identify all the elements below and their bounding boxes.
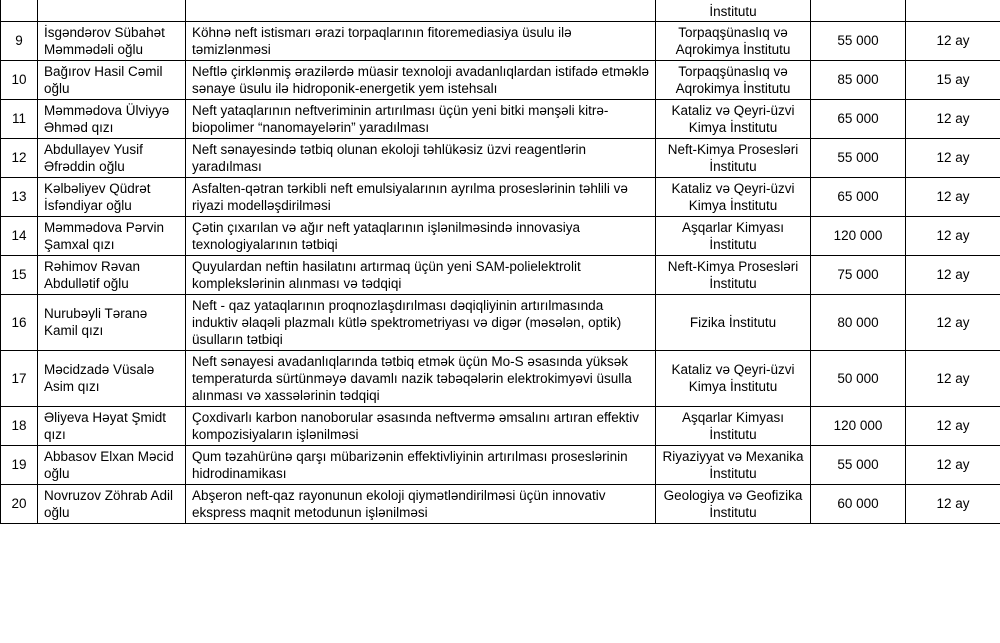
amount-cell: 85 000 <box>811 60 906 99</box>
institute-cell: Kataliz və Qeyri-üzvi Kimya İnstitutu <box>656 99 811 138</box>
row-number-cell: 10 <box>1 60 38 99</box>
name-cell: Əliyeva Həyat Şmidt qızı <box>38 406 186 445</box>
table-body <box>1 0 1000 523</box>
amount-cell: 50 000 <box>811 350 906 406</box>
table-row <box>1 138 1000 177</box>
name-cell: Məcidzadə Vüsalə Asim qızı <box>38 350 186 406</box>
duration-cell: 12 ay <box>906 294 1000 350</box>
amount-cell: 120 000 <box>811 406 906 445</box>
name-cell: Abdullayev Yusif Əfrəddin oğlu <box>38 138 186 177</box>
duration-cell: 12 ay <box>906 255 1000 294</box>
duration-cell: 12 ay <box>906 350 1000 406</box>
table-row-partial <box>1 0 1000 21</box>
table-row <box>1 99 1000 138</box>
table-row <box>1 406 1000 445</box>
table-row <box>1 255 1000 294</box>
name-cell: Bağırov Hasil Cəmil oğlu <box>38 60 186 99</box>
project-cell: Quyulardan neftin hasilatını artırmaq üçün yeni SAM-polielektrolit komplekslərinin alınması və tədqiqi <box>186 255 656 294</box>
name-cell: Rəhimov Rəvan Abdullətif oğlu <box>38 255 186 294</box>
duration-cell: 12 ay <box>906 216 1000 255</box>
institute-cell: Torpaqşünaslıq və Aqrokimya İnstitutu <box>656 21 811 60</box>
name-cell: Nurubəyli Təranə Kamil qızı <box>38 294 186 350</box>
duration-cell: 12 ay <box>906 406 1000 445</box>
project-cell: Abşeron neft-qaz rayonunun ekoloji qiymətləndirilməsi üçün innovativ ekspress maqnit metodunun işlənilməsi <box>186 484 656 523</box>
name-cell: Abbasov Elxan Məcid oğlu <box>38 445 186 484</box>
name-cell: Novruzov Zöhrab Adil oğlu <box>38 484 186 523</box>
duration-cell: 12 ay <box>906 138 1000 177</box>
row-number-cell: 20 <box>1 484 38 523</box>
institute-cell: Kataliz və Qeyri-üzvi Kimya İnstitutu <box>656 177 811 216</box>
amount-cell: 55 000 <box>811 445 906 484</box>
row-number-cell: 19 <box>1 445 38 484</box>
project-cell: Köhnə neft istismarı ərazi torpaqlarının fitoremediasiya üsulu ilə təmizlənməsi <box>186 21 656 60</box>
duration-cell: 12 ay <box>906 445 1000 484</box>
institute-cell: Neft-Kimya Prosesləri İnstitutu <box>656 255 811 294</box>
institute-cell: Kataliz və Qeyri-üzvi Kimya İnstitutu <box>656 350 811 406</box>
row-number-cell: 14 <box>1 216 38 255</box>
project-cell: Neftlə çirklənmiş ərazilərdə müasir texnoloji avadanlıqlardan istifadə etməklə sənaye üsulu ilə hidroponik-energetik yem istehsalı <box>186 60 656 99</box>
table-row <box>1 21 1000 60</box>
project-cell: Neft sənayesi avadanlıqlarında tətbiq etmək üçün Mo-S əsasında yüksək temperaturda sürtünməyə davamlı nazik təbəqələrin elektrokimyəvi üsulla alınması və xassələrinin tədqiqi <box>186 350 656 406</box>
amount-cell: 60 000 <box>811 484 906 523</box>
amount-cell: 65 000 <box>811 99 906 138</box>
amount-cell: 75 000 <box>811 255 906 294</box>
amount-cell: 55 000 <box>811 21 906 60</box>
project-cell: Neft yataqlarının neftveriminin artırılması üçün yeni bitki mənşəli kitrə-biopolimer “nanomayelərin” yaradılması <box>186 99 656 138</box>
duration-cell: 12 ay <box>906 21 1000 60</box>
row-number-cell: 16 <box>1 294 38 350</box>
institute-cell: Torpaqşünaslıq və Aqrokimya İnstitutu <box>656 60 811 99</box>
institute-cell: Neft-Kimya Prosesləri İnstitutu <box>656 138 811 177</box>
table-row <box>1 484 1000 523</box>
project-cell: Neft sənayesində tətbiq olunan ekoloji təhlükəsiz üzvi reagentlərin yaradılması <box>186 138 656 177</box>
amount-cell: 55 000 <box>811 138 906 177</box>
name-cell <box>38 0 186 21</box>
row-number-cell: 13 <box>1 177 38 216</box>
table-row <box>1 177 1000 216</box>
duration-cell: 12 ay <box>906 177 1000 216</box>
name-cell: İsgəndərov Sübahət Məmmədəli oğlu <box>38 21 186 60</box>
project-cell: Çətin çıxarılan və ağır neft yataqlarının işlənilməsində innovasiya texnologiyalarının tətbiqi <box>186 216 656 255</box>
project-cell: Asfalten-qətran tərkibli neft emulsiyalarının ayrılma proseslərinin təhlili və riyazi modelləşdirilməsi <box>186 177 656 216</box>
name-cell: Kəlbəliyev Qüdrət İsfəndiyar oğlu <box>38 177 186 216</box>
duration-cell: 12 ay <box>906 99 1000 138</box>
table-row <box>1 216 1000 255</box>
institute-cell: Fizika İnstitutu <box>656 294 811 350</box>
name-cell: Məmmədova Pərvin Şamxal qızı <box>38 216 186 255</box>
institute-cell: İnstitutu <box>656 0 811 21</box>
duration-cell <box>906 0 1000 21</box>
row-number-cell: 18 <box>1 406 38 445</box>
name-cell: Məmmədova Ülviyyə Əhməd qızı <box>38 99 186 138</box>
amount-cell <box>811 0 906 21</box>
table-row <box>1 445 1000 484</box>
table-row <box>1 60 1000 99</box>
table-row <box>1 350 1000 406</box>
institute-cell: Aşqarlar Kimyası İnstitutu <box>656 406 811 445</box>
amount-cell: 65 000 <box>811 177 906 216</box>
duration-cell: 12 ay <box>906 484 1000 523</box>
project-cell: Qum təzahürünə qarşı mübarizənin effektivliyinin artırılması proseslərinin hidrodinamikası <box>186 445 656 484</box>
row-number-cell: 15 <box>1 255 38 294</box>
row-number-cell: 9 <box>1 21 38 60</box>
table-row <box>1 294 1000 350</box>
project-cell <box>186 0 656 21</box>
project-cell: Neft - qaz yataqlarının proqnozlaşdırılması dəqiqliyinin artırılmasında induktiv əlaqəli plazmalı kütlə spektrometriyası və digər (məsələn, optik) üsulların tətbiqi <box>186 294 656 350</box>
amount-cell: 120 000 <box>811 216 906 255</box>
project-cell: Çoxdivarlı karbon nanoborular əsasında neftvermə əmsalını artıran effektiv kompozisiyaların işlənilməsi <box>186 406 656 445</box>
institute-cell: Geologiya və Geofizika İnstitutu <box>656 484 811 523</box>
row-number-cell: 11 <box>1 99 38 138</box>
row-number-cell: 12 <box>1 138 38 177</box>
institute-cell: Aşqarlar Kimyası İnstitutu <box>656 216 811 255</box>
amount-cell: 80 000 <box>811 294 906 350</box>
institute-cell: Riyaziyyat və Mexanika İnstitutu <box>656 445 811 484</box>
duration-cell: 15 ay <box>906 60 1000 99</box>
row-number-cell: 17 <box>1 350 38 406</box>
row-number-cell <box>1 0 38 21</box>
